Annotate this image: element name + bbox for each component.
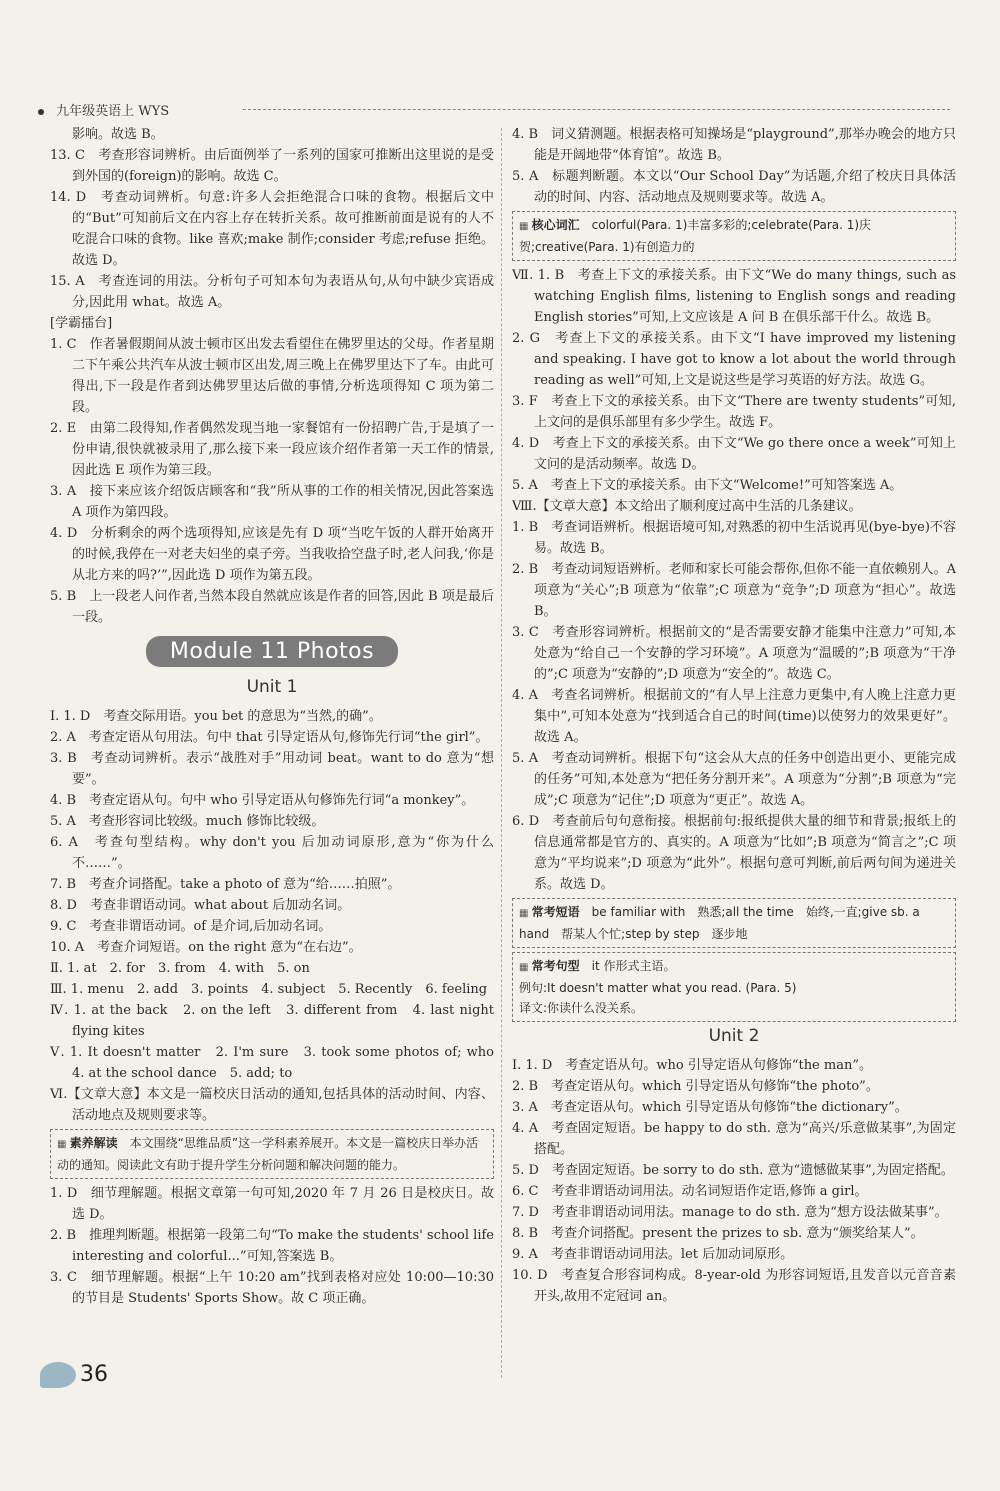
answer-item: 1. B 考查词语辨析。根据语境可知,对熟悉的初中生活说再见(bye-bye)不容易。故选 B。: [512, 520, 956, 556]
answer-item: Ⅲ. 1. menu 2. add 3. points 4. subject 5. Recently 6. feeling: [50, 982, 488, 997]
header-title: 九年级英语上 WYS: [56, 104, 170, 119]
answer-item: 7. B 考查介词搭配。take a photo of 意为“给……拍照”。: [50, 877, 401, 892]
answer-item: 5. B 上一段老人问作者,当然本段自然就应该是作者的回答,因此 B 项是最后一段。: [50, 589, 494, 625]
literacy-tag: ▦ 素养解读: [57, 1136, 118, 1150]
unit-2-items: [512, 1055, 956, 1307]
page-number-text: 36: [80, 1362, 108, 1387]
answer-item: 7. D 考查非谓语动词用法。manage to do sth. 意为“想方设法做某事”。: [512, 1205, 948, 1220]
answer-item: 3. F 考查上下文的承接关系。由下文“There are twenty students”可知,上文问的是俱乐部里有多少学生。故选 F。: [512, 394, 956, 430]
left-bottom-items: [50, 1183, 494, 1309]
literacy-text: 本文围绕“思维品质”这一学科素养展开。本文是一篇校庆日举办活动的通知。阅读此文有助于提升学生分析问题和解决问题的能力。: [57, 1136, 479, 1172]
answer-item: 4. A 考查名词辨析。根据前文的“有人早上注意力更集中,有人晚上注意力更集中”,可知本处意为“找到适合自己的时间(time)以使努力的效果更好”。故选 A。: [512, 688, 956, 745]
answer-item: 2. G 考查上下文的承接关系。由下文“I have improved my listening and speaking. I have got to know a lot about the world through reading as well”可知,上文是说这些是学习英语的好方法。故选 G。: [512, 331, 956, 388]
column-divider: [501, 128, 502, 1378]
answer-item: 3. A 考查定语从句。which 引导定语从句修饰“the dictionary”。: [512, 1100, 908, 1115]
answer-item: 10. D 考查复合形容词构成。8-year-old 为形容词短语,且发音以元音音素开头,故用不定冠词 an。: [512, 1268, 956, 1304]
answer-item: 3. C 考查形容词辨析。根据前文的“是否需要安静才能集中注意力”可知,本处意为“给自己一个安静的学习环境”。A 项意为“温暖的”;B 项意为“干净的”;C 项意为“安静的”;D 项意为“安全的”。故选 C。: [512, 625, 956, 682]
answer-item: 5. A 考查上下文的承接关系。由下文“Welcome!”可知答案选 A。: [512, 478, 903, 493]
example-sentence: 例句:It doesn't matter what you read. (Para. 5): [519, 981, 797, 995]
answer-item: 6. A 考查句型结构。why don't you 后加动词原形,意为“你为什么不……”。: [50, 835, 494, 871]
answer-item: 10. A 考查介词短语。on the right 意为“在右边”。: [50, 940, 362, 955]
phrases-text: be familiar with 熟悉;all the time 始终,一直;give sb. a hand 帮某人个忙;step by step 逐步地: [519, 905, 920, 941]
answer-item: Ⅶ. 1. B 考查上下文的承接关系。由下文“We do many things, such as watching English films, listening to English songs and reading English stories”可知,上文应该是 A 问 B 在俱乐部干什么。故选 B。: [512, 268, 956, 325]
core-vocab-tag: ▦ 核心词汇: [519, 218, 580, 232]
left-column: [50, 124, 508, 1309]
answer-item: 2. A 考查定语从句用法。句中 that 引导定语从句,修饰先行词“the girl”。: [50, 730, 489, 745]
answer-item: 1. C 作者暑假期间从波士顿市区出发去看望住在佛罗里达的父母。作者星期二下午乘公共汽车从波士顿市区出发,周三晚上在佛罗里达下了车。由此可得出,下一段是作者到达佛罗里达后做的事情,分析选项得知 C 项为第二段。: [50, 337, 494, 415]
sentence-pattern-tag: ▦ 常考句型: [519, 959, 580, 973]
header-rule: [243, 109, 950, 110]
answer-item: 1. D 细节理解题。根据文章第一句可知,2020 年 7 月 26 日是校庆日。故选 D。: [50, 1186, 494, 1222]
answer-item: 13. C 考查形容词辨析。由后面例举了一系列的国家可推断出这里说的是受到外国的(foreign)的影响。故选 C。: [50, 148, 494, 184]
answer-item: Ⅷ.【文章大意】本文给出了顺利度过高中生活的几条建议。: [512, 499, 862, 514]
answer-item: Ⅵ.【文章大意】本文是一篇校庆日活动的通知,包括具体的活动时间、内容、活动地点及规则要求等。: [50, 1087, 494, 1123]
bullet-icon: [38, 109, 44, 115]
answer-item: Ⅱ. 1. at 2. for 3. from 4. with 5. on: [50, 961, 310, 976]
answer-item: 3. C 细节理解题。根据“上午 10:20 am”找到表格对应处 10:00—10:30 的节目是 Students' Sports Show。故 C 项正确。: [50, 1270, 494, 1306]
sentence-pattern-text: it 作形式主语。: [591, 959, 676, 973]
answer-item: 5. A 考查动词辨析。根据下句“这会从大点的任务中创造出更小、更能完成的任务”可知,本处意为“把任务分割开来”。A 项意为“分割”;B 项意为“完成”;C 项意为“记住”;D 项意为“更正”。故选 A。: [512, 751, 956, 808]
answer-item: 5. D 考查固定短语。be sorry to do sth. 意为“遗憾做某事”,为固定搭配。: [512, 1163, 954, 1178]
example-translation: 译文:你读什么没关系。: [519, 1001, 644, 1015]
page-header: [38, 100, 958, 120]
unit-1-title: Unit 1: [246, 677, 298, 697]
answer-item: 8. D 考查非谓语动词。what about 后加动名词。: [50, 898, 351, 913]
answer-item: 4. D 考查上下文的承接关系。由下文“We go there once a week”可知上文问的是活动频率。故选 D。: [512, 436, 956, 472]
answer-item: 5. A 考查形容词比较级。much 修饰比较级。: [50, 814, 325, 829]
answer-item: 8. B 考查介词搭配。present the prizes to sb. 意为“颁奖给某人”。: [512, 1226, 924, 1241]
literacy-box: [50, 1129, 494, 1179]
answer-item: [学霸擂台]: [50, 316, 113, 331]
page-number: [40, 1362, 108, 1388]
right-column: [512, 124, 956, 1307]
module-banner-wrap: [50, 636, 494, 667]
answer-item: 4. B 词义猜测题。根据表格可知操场是“playground”,那举办晚会的地方只能是开阔地带“体育馆”。故选 B。: [512, 127, 956, 163]
answer-item: 2. E 由第二段得知,作者偶然发现当地一家餐馆有一份招聘广告,于是填了一份申请,很快就被录用了,那么接下来一段应该介绍作者第一天工作的情景,因此选 E 项作为第三段。: [50, 421, 494, 478]
dolphin-logo-icon: [40, 1362, 76, 1388]
core-vocab-box: [512, 211, 956, 261]
answer-item: 2. B 推理判断题。根据第一段第二句“To make the students' school life interesting and colorful...”可知,答案选 B。: [50, 1228, 494, 1264]
left-top-items: [50, 124, 494, 628]
phrases-tag: ▦ 常考短语: [519, 905, 580, 919]
answer-item: 2. B 考查动词短语辨析。老师和家长可能会帮你,但你不能一直依赖别人。A 项意为“关心”;B 项意为“依靠”;C 项意为“竞争”;D 项意为“担心”。故选 B。: [512, 562, 956, 619]
answer-item: 9. C 考查非谓语动词。of 是介词,后加动名词。: [50, 919, 332, 934]
answer-item: Ⅴ. 1. It doesn't matter 2. I'm sure 3. took some photos of; who 4. at the school dance 5. add; to: [50, 1045, 508, 1081]
answer-item: 3. B 考查动词辨析。表示“战胜对手”用动词 beat。want to do 意为“想要”。: [50, 751, 494, 787]
phrases-box: [512, 898, 956, 948]
answer-item: 9. A 考查非谓语动词用法。let 后加动词原形。: [512, 1247, 794, 1262]
answer-item: 5. A 标题判断题。本文以“Our School Day”为话题,介绍了校庆日具体活动的时间、内容、活动地点及规则要求等。故选 A。: [512, 169, 956, 205]
unit-1-items: [50, 706, 508, 1126]
answer-item: 4. A 考查固定短语。be happy to do sth. 意为“高兴/乐意做某事”,为固定搭配。: [512, 1121, 956, 1157]
answer-item: 14. D 考查动词辨析。句意:许多人会拒绝混合口味的食物。根据后文中的“But”可知前后文在内容上存在转折关系。故可推断前面是说有的人不吃混合口味的食物。like 喜欢;make 制作;consider 考虑;refuse 拒绝。故选 D。: [50, 190, 494, 268]
answer-item: 6. D 考查前后句句意衔接。根据前句:报纸提供大量的细节和背景;报纸上的信息通常都是官方的、真实的。A 项意为“比如”;B 项意为“简言之”;C 项意为“平均说来”;D 项意为“此外”。根据句意可判断,前后两句间为递进关系。故选 D。: [512, 814, 956, 892]
answer-item: 4. D 分析剩余的两个选项得知,应该是先有 D 项“当吃午饭的人群开始离开的时候,我停在一对老夫妇坐的桌子旁。当我收拾空盘子时,老人问我,‘你是从北方来的吗?’”,因此选 D 项作为第五段。: [50, 526, 494, 583]
core-vocab-text: colorful(Para. 1)丰富多彩的;celebrate(Para. 1)庆贺;creative(Para. 1)有创造力的: [519, 218, 872, 254]
answer-item: 15. A 考查连词的用法。分析句子可知本句为表语从句,从句中缺少宾语成分,因此用 what。故选 A。: [50, 274, 494, 310]
answer-item: Ⅳ. 1. at the back 2. on the left 3. different from 4. last night flying kites: [50, 1003, 508, 1039]
answer-item: Ⅰ. 1. D 考查定语从句。who 引导定语从句修饰“the man”。: [512, 1058, 872, 1073]
sentence-pattern-box: [512, 952, 956, 1022]
answer-item: Ⅰ. 1. D 考查交际用语。you bet 的意思为“当然,的确”。: [50, 709, 382, 724]
answer-item: 3. A 接下来应该介绍饭店顾客和“我”所从事的工作的相关情况,因此答案选 A 项作为第四段。: [50, 484, 494, 520]
right-top-items: [512, 124, 956, 208]
unit-2-title: Unit 2: [708, 1026, 760, 1046]
answer-item: 影响。故选 B。: [72, 127, 164, 142]
answer-item: 2. B 考查定语从句。which 引导定语从句修饰“the photo”。: [512, 1079, 879, 1094]
module-banner: Module 11 Photos: [146, 636, 398, 667]
answer-item: 6. C 考查非谓语动词用法。动名词短语作定语,修饰 a girl。: [512, 1184, 868, 1199]
right-middle-items: [512, 265, 956, 895]
answer-item: 4. B 考查定语从句。句中 who 引导定语从句修饰先行词“a monkey”。: [50, 793, 475, 808]
